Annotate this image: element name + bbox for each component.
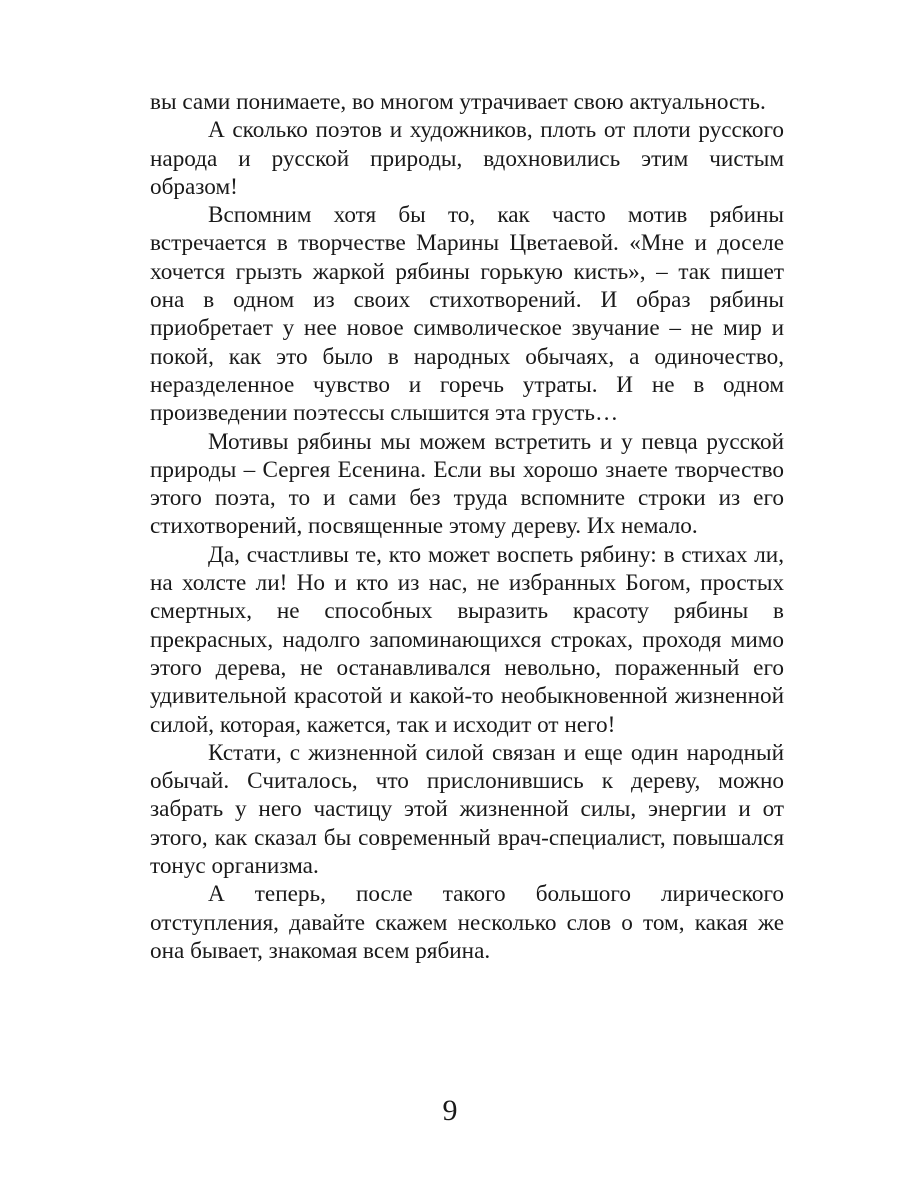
paragraph: Да, счастливы те, кто может воспеть рябину: в стихах ли, на холсте ли! Но и кто из нас, не избранных Богом, простых смертных, не способных выразить красоту рябины в прекрасных, надолго запоминающихся строках, проходя мимо этого дерева, не останавливался невольно, пораженный его удивительной красотой и какой-то необыкновенной жизненной силой, которая, кажется, так и исходит от него!: [150, 541, 784, 738]
body-text: [150, 88, 784, 965]
paragraph: Вспомним хотя бы то, как часто мотив рябины встречается в творчестве Марины Цветаевой. «Мне и доселе хочется грызть жаркой рябины горькую кисть», – так пишет она в одном из своих стихотворений. И образ рябины приобретает у нее новое символическое звучание – не мир и покой, как это было в народных обычаях, а одиночество, неразделенное чувство и горечь утраты. И не в одном произведении поэтессы слышится эта грусть…: [150, 202, 784, 427]
paragraph: А сколько поэтов и художников, плоть от плоти русского народа и русской природы, вдохновились этим чистым образом!: [150, 117, 784, 200]
page-number: 9: [442, 1094, 458, 1127]
paragraph: Кстати, с жизненной силой связан и еще один народный обычай. Считалось, что прислонившись к дереву, можно забрать у него частицу этой жизненной силы, энергии и от этого, как сказал бы современный врач-специалист, повышался тонус организма.: [150, 739, 784, 880]
paragraph: Мотивы рябины мы можем встретить и у певца русской природы – Сергея Есенина. Если вы хорошо знаете творчество этого поэта, то и сами без труда вспомните строки из его стихотворений, посвященные этому дереву. Их немало.: [150, 428, 784, 540]
paragraph: А теперь, после такого большого лирического отступления, давайте скажем несколько слов о том, какая же она бывает, знакомая всем рябина.: [150, 881, 784, 964]
paragraph-continuation: вы сами понимаете, во многом утрачивает свою актуальность.: [150, 89, 766, 115]
